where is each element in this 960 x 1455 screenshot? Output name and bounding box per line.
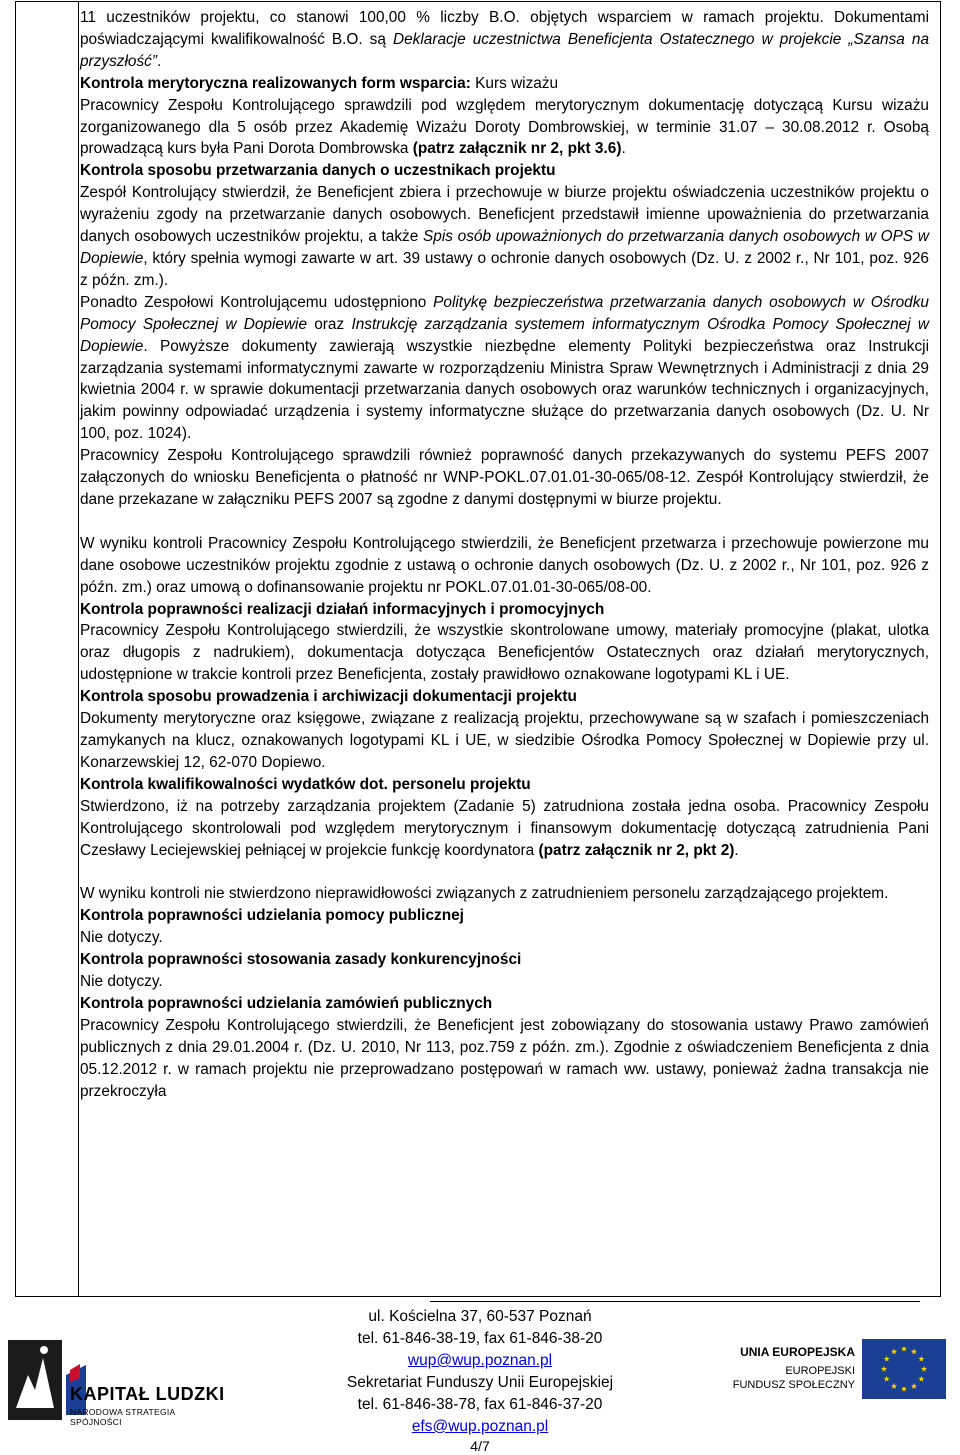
footer-secretariat: Sekretariat Funduszy Unii Europejskiej — [346, 1374, 614, 1391]
paragraph: Zespół Kontrolujący stwierdził, że Beneficjent zbiera i przechowuje w biurze projektu oświadczenia uczestników projektu o wyrażeniu zgody na przetwarzanie danych osobowych. Beneficjent przedstawił imienne upoważnienia do przetwarzania danych osobowych uczestników projektu, a także Spis osób upoważnionych do przetwarzania danych osobowych w OPS w Dopiewie, który spełnia wymogi zawarte w art. 39 ustawy o ochronie danych osobowych (Dz. U. z 2002 r., Nr 101, poz. 926 z późn. zm.). — [80, 184, 929, 289]
section-heading: Kontrola poprawności udzielania zamówień publicznych — [80, 994, 493, 1012]
paragraph: Stwierdzono, iż na potrzeby zarządzania projektem (Zadanie 5) zatrudniona została jedna osoba. Pracownicy Zespołu Kontrolującego skontrolowali pod względem merytorycznym i finansowym dokumentację dotyczącą zatrudnienia Pani Czesławy Leciejewskiej pełniącej w projekcie funkcję koordynatora (patrz załącznik nr 2, pkt 2). — [80, 797, 929, 859]
footer-email2-wrap — [270, 1416, 690, 1437]
email-link-wup[interactable]: wup@wup.poznan.pl — [407, 1352, 553, 1369]
section-heading: Kontrola merytoryczna realizowanych form wsparcia: — [80, 74, 471, 92]
paragraph: W wyniku kontroli nie stwierdzono nieprawidłowości związanych z zatrudnieniem personelu zarządzającego projektem. — [80, 885, 889, 903]
footer-address: ul. Kościelna 37, 60-537 Poznań — [368, 1308, 592, 1325]
document-body — [80, 7, 929, 1103]
kl-title: KAPITAŁ LUDZKI — [70, 1384, 225, 1404]
paragraph: W wyniku kontroli Pracownicy Zespołu Kontrolującego stwierdzili, że Beneficjent przetwarza i przechowuje powierzone mu dane osobowe uczestników projektu zgodnie z ustawą o ochronie danych osobowych (Dz. U. z 2002 r., Nr 101, poz. 926 z późn. zm.) oraz umową o dofinansowanie projektu nr POKL.07.01.01-30-065/08-00. — [80, 534, 929, 596]
eu-logo — [730, 1335, 950, 1435]
eu-sub2: FUNDUSZ SPOŁECZNY — [732, 1379, 855, 1391]
paragraph: Pracownicy Zespołu Kontrolującego sprawdzili pod względem merytorycznym dokumentację dotyczącą Kursu wizażu zorganizowanego dla 5 osób przez Akademię Wizażu Doroty Dombrowskiej, w terminie 31.07 – 30.08.2012 r. Osobą prowadzącą kurs była Pani Dorota Dombrowska (patrz załącznik nr 2, pkt 3.6). — [80, 96, 929, 158]
page-number: 4/7 — [470, 1438, 490, 1454]
section-heading: Kontrola poprawności udzielania pomocy publicznej — [80, 907, 464, 925]
kapital-ludzki-logo — [8, 1330, 228, 1430]
footer-tel1: tel. 61-846-38-19, fax 61-846-38-20 — [357, 1330, 603, 1347]
paragraph: Pracownicy Zespołu Kontrolującego stwierdzili, że wszystkie skontrolowane umowy, materiały promocyjne (plakat, ulotka oraz długopis z nadrukiem), dokumentacja dotycząca Beneficjentów Ostatecznych oraz działań merytorycznych, udostępnione w trakcie kontroli przez Beneficjenta, zostały prawidłowo oznakowane logotypami KL i UE. — [80, 622, 929, 684]
footer-tel2: tel. 61-846-38-78, fax 61-846-37-20 — [357, 1396, 603, 1413]
merit-section: Kontrola merytoryczna realizowanych form wsparcia: Kurs wizażu — [80, 74, 559, 92]
paragraph: Pracownicy Zespołu Kontrolującego stwierdzili, że Beneficjent jest zobowiązany do stosowania ustawy Prawo zamówień publicznych z dnia 29.01.2004 r. (Dz. U. 2010, Nr 113, poz.759 z późn. zm.). Zgodnie z oświadczeniem Beneficjenta z dnia 05.12.2012 r. w ramach projektu nie przeprowadzano postępowań w ramach ww. ustawy, ponieważ żadna transakcja nie przekroczyła — [80, 1016, 929, 1100]
section-heading: Kontrola sposobu prowadzenia i archiwizacji dokumentacji projektu — [80, 688, 577, 706]
footer-divider — [430, 1301, 920, 1302]
email-link-efs[interactable]: efs@wup.poznan.pl — [411, 1418, 549, 1435]
paragraph: Pracownicy Zespołu Kontrolującego sprawdzili również poprawność danych przekazywanych do systemu PEFS 2007 załączonych do wniosku Beneficjenta o płatność nr WNP-POKL.07.01.01-30-065/08-12. Zespół Kontrolujący stwierdził, że dane przekazane w załączniku PEFS 2007 są zgodne z danymi dostępnymi w biurze projektu. — [80, 447, 929, 508]
paragraph: Nie dotyczy. — [80, 973, 163, 991]
paragraph: Dokumenty merytoryczne oraz księgowe, związane z realizacją projektu, przechowywane są w szafach i pomieszczeniach zamykanych na klucz, oznakowanych logotypami KL i UE, w siedzibie Ośrodka Pomocy Społecznej w Dopiewie przy ul. Konarzewskiej 12, 62-070 Dopiewo. — [80, 710, 929, 771]
eu-sub1: EUROPEJSKI — [785, 1365, 855, 1377]
section-heading: Kontrola poprawności stosowania zasady konkurencyjności — [80, 951, 522, 969]
paragraph: Ponadto Zespołowi Kontrolującemu udostępniono Politykę bezpieczeństwa przetwarzania danych osobowych w Ośrodku Pomocy Społecznej w Dopiewie oraz Instrukcję zarządzania systemem informatycznym Ośrodka Pomocy Społecznej w Dopiewie. Powyższe dokumenty zawierają wszystkie niezbędne elementy Polityki bezpieczeństwa oraz Instrukcji zarządzania systemami informatycznymi zawarte w rozporządzeniu Ministra Spraw Wewnętrznych i Administracji z dnia 29 kwietnia 2004 r. w sprawie dokumentacji przetwarzania danych osobowych oraz warunków technicznych i organizacyjnych, jakim powinny odpowiadać urządzenia i systemy informatyczne służące do przetwarzania danych osobowych (Dz. U. Nr 100, poz. 1024). — [80, 293, 929, 443]
left-column — [16, 2, 79, 1296]
paragraph: 11 uczestników projektu, co stanowi 100,00 % liczby B.O. objętych wsparciem w ramach projektu. Dokumentami poświadczającymi kwalifikowalność B.O. są Deklaracje uczestnictwa Beneficjenta Ostatecznego w projekcie „Szansa na przyszłość”. — [80, 9, 930, 70]
eu-title: UNIA EUROPEJSKA — [740, 1345, 855, 1359]
section-heading: Kontrola poprawności realizacji działań informacyjnych i promocyjnych — [80, 600, 605, 618]
footer-email1-wrap — [270, 1350, 690, 1371]
kl-subtitle: NARODOWA STRATEGIA SPÓJNOŚCI — [70, 1407, 176, 1427]
section-heading: Kontrola sposobu przetwarzania danych o uczestnikach projektu — [80, 162, 556, 180]
document-table — [15, 1, 941, 1297]
paragraph: Nie dotyczy. — [80, 929, 163, 947]
section-heading: Kontrola kwalifikowalności wydatków dot. personelu projektu — [80, 775, 531, 793]
eu-flag-icon — [862, 1339, 946, 1399]
